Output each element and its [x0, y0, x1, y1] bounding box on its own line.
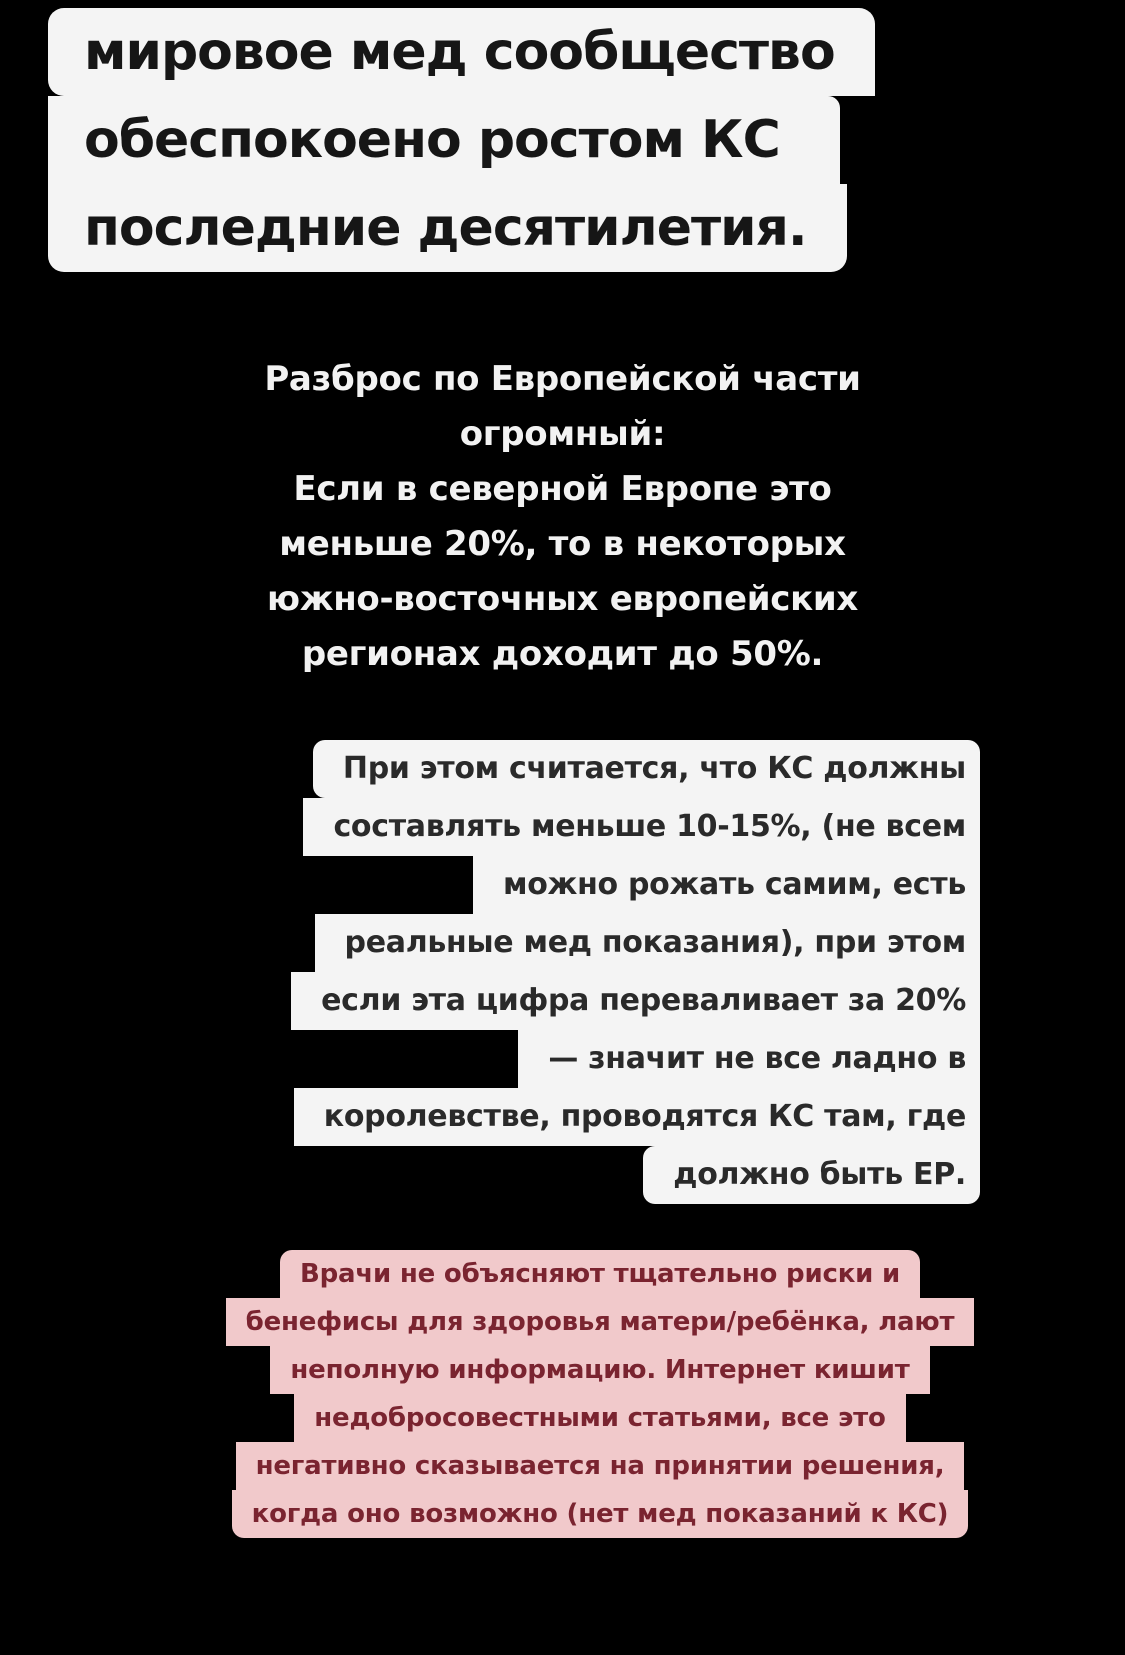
block3-line-4: недобросовестными статьями, все это — [294, 1394, 905, 1442]
block3-line-2: бенефисы для здоровья матери/ребёнка, лают — [226, 1298, 975, 1346]
block2-line-2: составлять меньше 10-15%, (не всем — [303, 798, 980, 856]
headline-line-2: обеспокоено ростом КС — [48, 96, 840, 184]
block2-line-6: — значит не все ладно в — [518, 1030, 980, 1088]
block2-line-4: реальные мед показания), при этом — [315, 914, 980, 972]
block2-line-5: если эта цифра переваливает за 20% — [291, 972, 980, 1030]
block2-line-7: королевстве, проводятся КС там, где — [294, 1088, 980, 1146]
block2-line-1: При этом считается, что КС должны — [313, 740, 980, 798]
headline-line-3: последние десятилетия. — [48, 184, 847, 272]
europe-spread-text — [180, 352, 945, 682]
middle-line-4: меньше 20%, то в некоторых — [279, 524, 846, 564]
middle-line-5: южно-восточных европейских — [266, 579, 859, 619]
block3-line-5: негативно сказывается на принятии решения, — [236, 1442, 965, 1490]
block2-line-8: должно быть ЕР. — [643, 1146, 980, 1204]
doctors-info-text-block — [110, 1250, 1090, 1538]
middle-line-2: огромный: — [459, 414, 666, 454]
block3-line-3: неполную информацию. Интернет кишит — [270, 1346, 929, 1394]
headline-line-1: мировое мед сообщество — [48, 8, 875, 96]
block2-line-3: можно рожать самим, есть — [473, 856, 980, 914]
block3-line-1: Врачи не объясняют тщательно риски и — [280, 1250, 920, 1298]
headline — [48, 8, 1058, 272]
middle-line-6: регионах доходит до 50%. — [301, 634, 824, 674]
middle-line-1: Разброс по Европейской части — [264, 359, 861, 399]
block3-line-6: когда оно возможно (нет мед показаний к КС) — [232, 1490, 969, 1538]
middle-line-3: Если в северной Европе это — [293, 469, 832, 509]
cs-norm-text-block — [100, 740, 980, 1204]
